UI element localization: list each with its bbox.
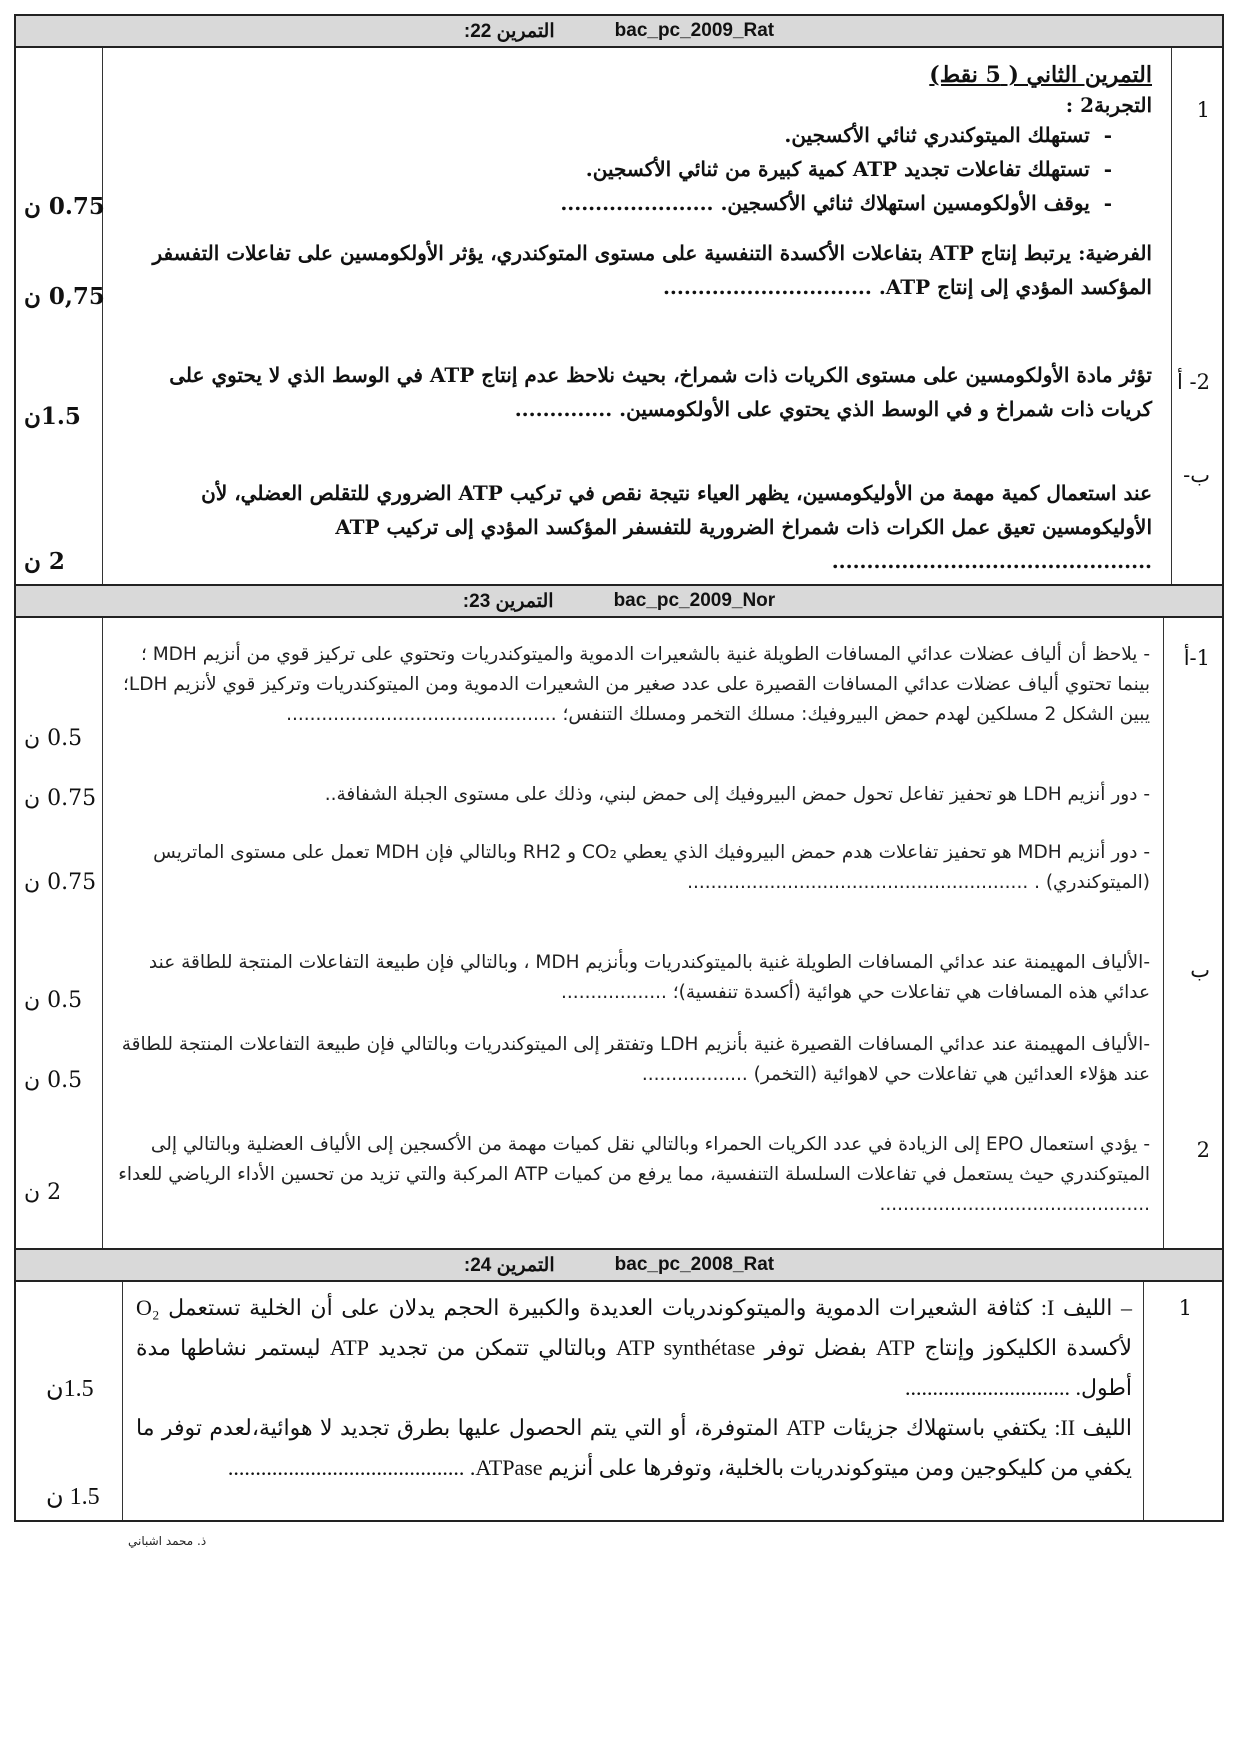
author-signature: ذ. محمد اشباني (128, 1534, 207, 1548)
score: 2 ن (24, 1180, 62, 1205)
section-header-23 (14, 584, 1224, 618)
answer-fiber-2: الليف II: يكتفي باستهلاك جزيئات ATP المتوفرة، أو التي يتم الحصول عليها بطرق تجديد لا هوائية،لعدم توفر ما يكفي من كليكوجين ومن ميتوكوندريات بالخلية، وتوفرها على أنزيم ATPase. ........................................... (136, 1415, 1132, 1480)
column-divider (1163, 618, 1164, 1248)
answer-2b-text: عند استعمال كمية مهمة من الأوليكومسين، يظهر العياء نتيجة نقص في تركيب ATP الضروري للتقلص العضلي، لأن الأوليكومسين تعيق عمل الكرات ذات شمراخ الضرورية للتفسفر المؤكسد المؤدي إلى تركيب ATP .............................................. (201, 481, 1152, 573)
column-divider (1143, 1282, 1144, 1520)
exercise-title: التمرين الثاني ( 5 نقط) (929, 62, 1152, 88)
score: 0.5 ن (24, 726, 83, 751)
section-body-23 (14, 618, 1224, 1248)
exam-code: bac_pc_2008_Rat (614, 1254, 775, 1275)
answer-1a-observation: - يلاحظ أن ألياف عضلات عدائي المسافات الطويلة غنية بالشعيرات الدموية والميتوكندريات وتحتوي على تركيز قوي من أنزيم MDH ؛ بينما تحتوي ألياف عضلات عدائي المسافات القصيرة على عدد صغير من الشعيرات الدموية ومن الميتوكندريات وتركيز قوي لأنزيم LDH؛ يبين الشكل 2 مسلكين لهدم حمض البيروفيك: مسلك التخمر ومسلك التنفس؛ .............................................. (123, 644, 1150, 725)
column-divider (122, 1282, 123, 1520)
section-body-22 (14, 48, 1224, 584)
score: 0.75 ن (24, 193, 105, 220)
column-divider (102, 48, 103, 584)
score: 0.75 ن (24, 786, 97, 811)
column-divider (1171, 48, 1172, 584)
score: 0.75 ن (24, 870, 97, 895)
bullet-item: - تستهلك تفاعلات تجديد ATP كمية كبيرة من ثنائي الأكسجين. (585, 157, 1112, 181)
section-header-22 (14, 14, 1224, 48)
answer-fiber-1: – الليف I: كثافة الشعيرات الدموية والميتوكوندريات العديدة والكبيرة الحجم يدلان على أن الخلية تستعمل O₂ لأكسدة الكليكوز وإنتاج ATP بفضل توفر ATP synthétase وبالتالي تتمكن من تجديد ATP ليستمر نشاطها مدة أطول. .............................. (136, 1295, 1132, 1400)
question-number: ب- (1183, 463, 1210, 487)
column-divider (102, 618, 103, 1248)
exercise-number: التمرين 24: (463, 1254, 555, 1276)
question-number: 1 (1178, 1296, 1192, 1320)
question-number: 1 (1196, 98, 1210, 122)
score: 0.5 ن (24, 988, 83, 1013)
answer-1b-long-distance: -الألياف المهيمنة عند عدائي المسافات الطويلة غنية بالميتوكندريات وبأنزيم MDH ، وبالتالي فإن طبيعة التفاعلات المنتجة للطاقة عند عدائي هذه المسافات هي تفاعلات حي هوائية (أكسدة تنفسية)؛ .................. (148, 952, 1150, 1003)
answer-2a-text: تؤثر مادة الأولكومسين على مستوى الكريات ذات شمراخ، بحيث نلاحظ عدم إنتاج ATP في الوسط الذي لا يحتوي على كريات ذات شمراخ و في الوسط الذي يحتوي على الأولكومسين. .............. (169, 363, 1152, 421)
experiment-label: التجربة2 : (1065, 93, 1152, 117)
score: 0.5 ن (24, 1068, 83, 1093)
question-number: 2- أ (1177, 370, 1210, 394)
section-header-24 (14, 1248, 1224, 1282)
bullet-item: - يوقف الأولكومسين استهلاك ثنائي الأكسجين. ...................... (560, 191, 1112, 215)
answer-mdh-role: - دور أنزيم MDH هو تحفيز تفاعلات هدم حمض البيروفيك الذي يعطي CO₂ و RH2 وبالتالي فإن MDH تعمل على مستوى الماتريس (الميتوكندري) . .......................................................... (153, 842, 1150, 893)
section-body-24 (14, 1282, 1224, 1522)
answer-2-epo: - يؤدي استعمال EPO إلى الزيادة في عدد الكريات الحمراء وبالتالي نقل كميات مهمة من الأكسجين إلى الألياف العضلية وبالتالي إلى الميتوكندري حيث يستعمل في تفاعلات السلسلة التنفسية، مما يرفع من كميات ATP المركبة والتي تزيد من تحسين الأداء الرياضي للعداء .............................................. (118, 1134, 1150, 1215)
bullet-item: - تستهلك الميتوكندري ثنائي الأكسجين. (784, 123, 1112, 147)
question-number: ب (1190, 958, 1210, 982)
score: 0,75 ن (24, 283, 105, 310)
score: 1.5 ن (46, 1484, 100, 1510)
answer-sheet-page (14, 14, 1224, 1522)
hypothesis-text: الفرضية: يرتبط إنتاج ATP بتفاعلات الأكسدة التنفسية على مستوى المتوكندري، يؤثر الأولكومسين على تفاعلات التفسفر المؤكسد المؤدي إلى إنتاج ATP. .............................. (152, 241, 1152, 299)
exam-code: bac_pc_2009_Nor (613, 590, 776, 611)
answer-1b-short-distance: -الألياف المهيمنة عند عدائي المسافات القصيرة غنية بأنزيم LDH وتفتقر إلى الميتوكندريات وبالتالي فإن طبيعة التفاعلات المنتجة للطاقة عند هؤلاء العدائين هي تفاعلات حي لاهوائية (التخمر) .................. (121, 1034, 1150, 1085)
question-number: 1-أ (1183, 646, 1210, 670)
score: 1.5ن (24, 403, 81, 430)
exercise-number: التمرين 22: (463, 20, 555, 42)
answer-text (116, 58, 1152, 220)
score: 2 ن (24, 548, 65, 575)
answer-ldh-role: - دور أنزيم LDH هو تحفيز تفاعل تحول حمض البيروفيك إلى حمض لبني، وذلك على مستوى الجبلة الشفافة.. (324, 784, 1150, 805)
exam-code: bac_pc_2009_Rat (614, 20, 775, 41)
score: 1.5ن (46, 1376, 94, 1402)
question-number: 2 (1196, 1138, 1210, 1162)
exercise-number: التمرين 23: (462, 590, 554, 612)
